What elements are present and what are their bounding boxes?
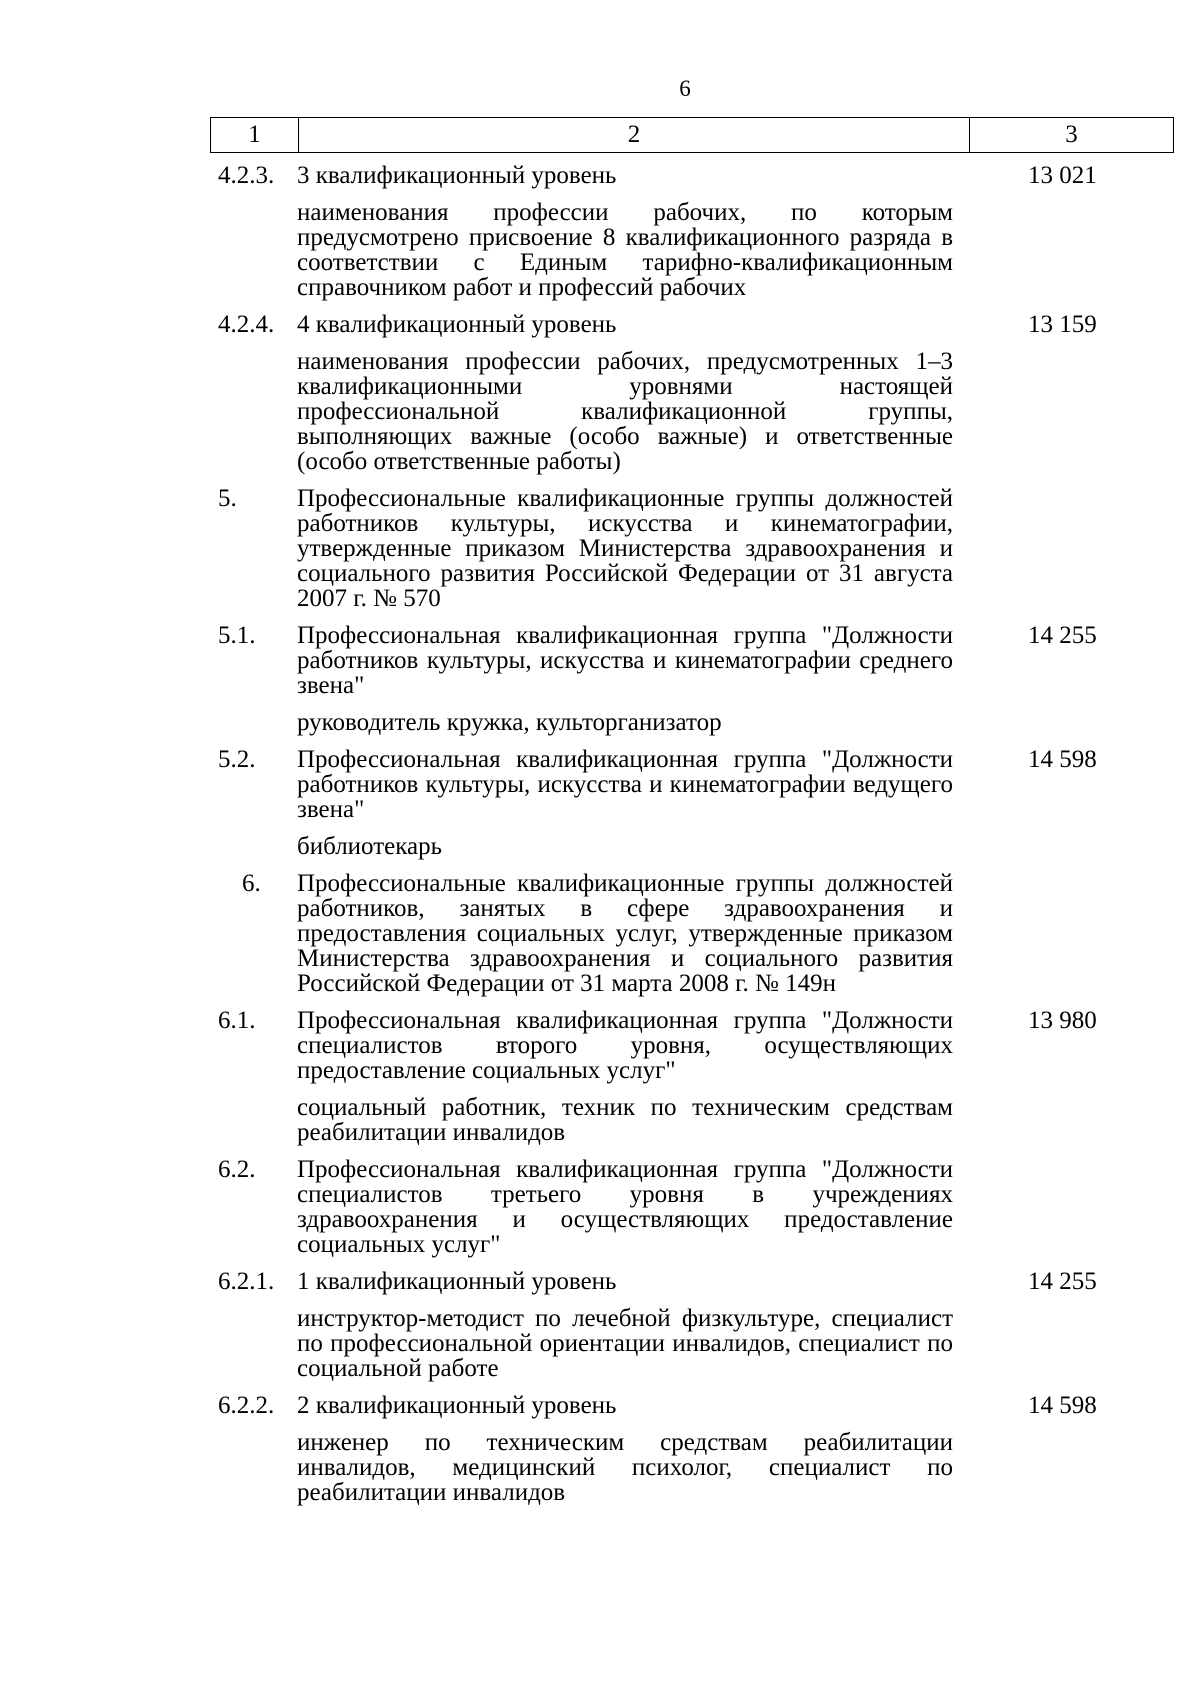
row-value: 14 255 bbox=[1028, 622, 1097, 649]
row-value: 13 980 bbox=[1028, 1007, 1097, 1034]
page-number: 6 bbox=[679, 76, 691, 101]
table-row bbox=[0, 834, 1200, 859]
row-text: 1 квалификационный уровень bbox=[297, 1268, 617, 1295]
row-number: 5.1. bbox=[218, 622, 256, 649]
row-number: 5. bbox=[218, 485, 237, 512]
row-text: наименования профессии рабочих, по которым предусмотрено присвоение 8 квалификационного разряда в соответствии с Единым тарифно-квалификационным справочником работ и профессий рабочих bbox=[297, 199, 953, 301]
row-text: инструктор-методист по лечебной физкультуре, специалист по профессиональной ориентации инвалидов, специалист по социальной работе bbox=[297, 1305, 953, 1382]
table-row bbox=[0, 1393, 1200, 1418]
row-text: 4 квалификационный уровень bbox=[297, 311, 617, 338]
row-number: 6.1. bbox=[218, 1007, 256, 1034]
row-value: 13 159 bbox=[1028, 311, 1097, 338]
table-body bbox=[0, 163, 1200, 1505]
row-value: 14 598 bbox=[1028, 1392, 1097, 1419]
row-text: 2 квалификационный уровень bbox=[297, 1392, 617, 1419]
header-col-2: 2 bbox=[299, 118, 970, 152]
row-text: Профессиональная квалификационная группа "Должности специалистов третьего уровня в учреждениях здравоохранения и осуществляющих предоставление социальных услуг" bbox=[297, 1156, 953, 1258]
row-value: 14 598 bbox=[1028, 746, 1097, 773]
row-number: 5.2. bbox=[218, 746, 256, 773]
table-row bbox=[0, 200, 1200, 300]
row-number: 6. bbox=[242, 870, 261, 897]
table-row bbox=[0, 1269, 1200, 1294]
row-text: руководитель кружка, культорганизатор bbox=[297, 709, 722, 736]
table-row bbox=[0, 1095, 1200, 1145]
header-col-3: 3 bbox=[1065, 121, 1078, 148]
row-value: 14 255 bbox=[1028, 1268, 1097, 1295]
table-row bbox=[0, 486, 1200, 611]
row-number: 6.2. bbox=[218, 1156, 256, 1183]
table-row bbox=[0, 1008, 1200, 1083]
row-value: 13 021 bbox=[1028, 162, 1097, 189]
table-row bbox=[0, 163, 1200, 188]
row-text: библиотекарь bbox=[297, 833, 443, 860]
row-text: Профессиональная квалификационная группа "Должности специалистов второго уровня, осуществляющих предоставление социальных услуг" bbox=[297, 1007, 953, 1084]
table-row bbox=[0, 312, 1200, 337]
table-row bbox=[0, 710, 1200, 735]
table-row bbox=[0, 871, 1200, 996]
table-row bbox=[0, 349, 1200, 474]
table-row bbox=[0, 1430, 1200, 1505]
row-text: Профессиональные квалификационные группы должностей работников культуры, искусства и кинематографии, утвержденные приказом Министерства здравоохранения и социального развития Российской Федерации от 31 августа 2007 г. № 570 bbox=[297, 485, 953, 612]
row-text: социальный работник, техник по техническим средствам реабилитации инвалидов bbox=[297, 1094, 953, 1146]
table-header bbox=[210, 117, 1174, 153]
table-row bbox=[0, 747, 1200, 822]
row-number: 6.2.2. bbox=[218, 1392, 275, 1419]
table-row bbox=[0, 1306, 1200, 1381]
row-text: инженер по техническим средствам реабилитации инвалидов, медицинский психолог, специалист по реабилитации инвалидов bbox=[297, 1429, 953, 1506]
row-number: 4.2.3. bbox=[218, 162, 275, 189]
row-text: Профессиональные квалификационные группы должностей работников, занятых в сфере здравоохранения и предоставления социальных услуг, утвержденные приказом Министерства здравоохранения и социального развития Российской Федерации от 31 марта 2008 г. № 149н bbox=[297, 870, 953, 997]
row-text: наименования профессии рабочих, предусмотренных 1–3 квалификационными уровнями настоящей профессиональной квалификационной группы, выполняющих важные (особо важные) и ответственные (особо ответственные работы) bbox=[297, 348, 953, 475]
row-text: Профессиональная квалификационная группа "Должности работников культуры, искусства и кинематографии ведущего звена" bbox=[297, 746, 953, 823]
header-col-1: 1 bbox=[211, 118, 299, 152]
row-number: 6.2.1. bbox=[218, 1268, 275, 1295]
table-row bbox=[0, 1157, 1200, 1257]
row-text: Профессиональная квалификационная группа "Должности работников культуры, искусства и кинематографии среднего звена" bbox=[297, 622, 953, 699]
table-row bbox=[0, 623, 1200, 698]
row-text: 3 квалификационный уровень bbox=[297, 162, 617, 189]
row-number: 4.2.4. bbox=[218, 311, 275, 338]
